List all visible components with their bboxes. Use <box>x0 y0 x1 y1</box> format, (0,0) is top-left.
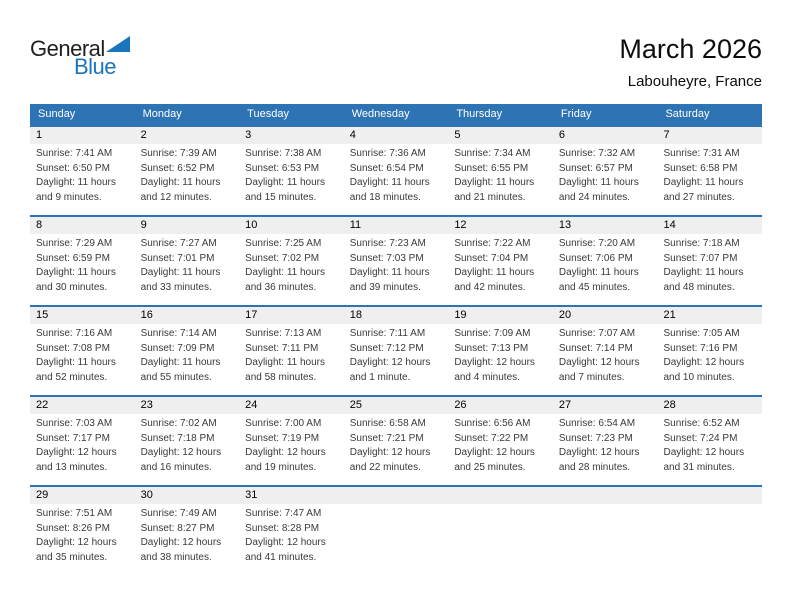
daylight-text-line1: Daylight: 12 hours <box>454 357 535 368</box>
daylight-text-line2: and 35 minutes. <box>36 551 108 563</box>
week-row-4 <box>30 395 762 485</box>
empty-day-cell <box>657 487 762 575</box>
day-details <box>448 324 553 385</box>
day-details <box>657 504 762 507</box>
weekday-header-row <box>30 104 762 125</box>
day-cell-3 <box>239 127 344 215</box>
sunset-text: Sunset: 7:21 PM <box>349 432 424 444</box>
day-details <box>239 144 344 205</box>
daylight-text-line2: and 41 minutes. <box>245 551 317 563</box>
day-cell-19 <box>448 307 553 395</box>
daylight-text-line2: and 48 minutes. <box>663 281 735 293</box>
day-cell-23 <box>135 397 240 485</box>
day-cell-26 <box>448 397 553 485</box>
day-cell-30 <box>135 487 240 575</box>
sunset-text: Sunset: 7:02 PM <box>245 252 320 264</box>
day-number: 3 <box>239 127 344 144</box>
sunrise-text: Sunrise: 7:47 AM <box>245 508 322 519</box>
day-cell-31 <box>239 487 344 575</box>
daylight-text-line1: Daylight: 11 hours <box>140 357 221 368</box>
daylight-text-line1: Daylight: 12 hours <box>245 537 326 548</box>
sunset-text: Sunset: 7:22 PM <box>454 432 529 444</box>
daylight-text-line1: Daylight: 11 hours <box>245 357 326 368</box>
weekday-header-thursday: Thursday <box>456 108 503 120</box>
daylight-text-line1: Daylight: 12 hours <box>140 537 222 548</box>
sunrise-text: Sunrise: 6:54 AM <box>558 418 636 429</box>
daylight-text-line2: and 7 minutes. <box>558 371 625 383</box>
day-number: 26 <box>448 397 553 414</box>
sunset-text: Sunset: 7:12 PM <box>349 342 424 354</box>
day-details <box>553 234 658 295</box>
daylight-text-line2: and 30 minutes. <box>36 281 108 293</box>
sunrise-text: Sunrise: 7:49 AM <box>140 508 217 519</box>
daylight-text-line1: Daylight: 11 hours <box>140 267 221 278</box>
day-cell-11 <box>344 217 449 305</box>
daylight-text-line1: Daylight: 12 hours <box>558 357 640 368</box>
sunrise-text: Sunrise: 7:18 AM <box>663 238 740 249</box>
sunset-text: Sunset: 7:23 PM <box>558 432 633 444</box>
sunset-text: Sunset: 6:52 PM <box>140 162 215 174</box>
day-number: 25 <box>344 397 449 414</box>
sunset-text: Sunset: 7:08 PM <box>36 342 110 354</box>
day-cell-20 <box>553 307 658 395</box>
day-number <box>553 487 658 504</box>
sunrise-text: Sunrise: 7:25 AM <box>245 238 322 249</box>
sunrise-text: Sunrise: 7:03 AM <box>36 418 113 429</box>
day-details <box>135 324 240 385</box>
daylight-text-line1: Daylight: 11 hours <box>349 267 430 278</box>
daylight-text-line1: Daylight: 11 hours <box>558 177 639 188</box>
sunrise-text: Sunrise: 7:20 AM <box>558 238 636 249</box>
sunset-text: Sunset: 7:18 PM <box>140 432 215 444</box>
day-number: 5 <box>448 127 553 144</box>
daylight-text-line1: Daylight: 11 hours <box>454 177 535 188</box>
daylight-text-line2: and 27 minutes. <box>663 191 735 203</box>
sunrise-text: Sunrise: 7:02 AM <box>140 418 217 429</box>
daylight-text-line2: and 52 minutes. <box>36 371 108 383</box>
day-details <box>553 414 658 475</box>
daylight-text-line2: and 58 minutes. <box>245 371 317 383</box>
day-number: 15 <box>30 307 135 324</box>
daylight-text-line1: Daylight: 12 hours <box>140 447 222 458</box>
sunrise-text: Sunrise: 7:09 AM <box>454 328 531 339</box>
day-cell-28 <box>657 397 762 485</box>
day-details <box>30 234 135 295</box>
sunset-text: Sunset: 8:27 PM <box>140 522 215 534</box>
day-cell-8 <box>30 217 135 305</box>
sunset-text: Sunset: 7:24 PM <box>663 432 738 444</box>
daylight-text-line2: and 12 minutes. <box>140 191 212 203</box>
day-cell-29 <box>30 487 135 575</box>
daylight-text-line1: Daylight: 11 hours <box>663 177 744 188</box>
daylight-text-line1: Daylight: 12 hours <box>245 447 326 458</box>
empty-day-cell <box>344 487 449 575</box>
day-details <box>344 414 449 475</box>
sunrise-text: Sunrise: 6:56 AM <box>454 418 531 429</box>
daylight-text-line1: Daylight: 11 hours <box>36 267 116 278</box>
day-number: 9 <box>135 217 240 234</box>
sunrise-text: Sunrise: 6:58 AM <box>349 418 426 429</box>
day-number: 31 <box>239 487 344 504</box>
daylight-text-line2: and 55 minutes. <box>140 371 212 383</box>
daylight-text-line2: and 4 minutes. <box>454 371 520 383</box>
week-row-3 <box>30 305 762 395</box>
sunset-text: Sunset: 6:57 PM <box>558 162 633 174</box>
daylight-text-line2: and 25 minutes. <box>454 461 526 473</box>
day-cell-25 <box>344 397 449 485</box>
sunrise-text: Sunrise: 7:31 AM <box>663 148 740 159</box>
daylight-text-line2: and 18 minutes. <box>349 191 421 203</box>
day-cell-5 <box>448 127 553 215</box>
day-details <box>30 324 135 385</box>
location-subtitle: Labouheyre, France <box>627 73 762 90</box>
day-number: 23 <box>135 397 240 414</box>
sunset-text: Sunset: 7:06 PM <box>558 252 633 264</box>
sunset-text: Sunset: 6:55 PM <box>454 162 529 174</box>
sunset-text: Sunset: 7:03 PM <box>349 252 424 264</box>
daylight-text-line2: and 13 minutes. <box>36 461 108 473</box>
logo-text-general: General <box>30 36 105 61</box>
day-details <box>135 234 240 295</box>
sunrise-text: Sunrise: 7:13 AM <box>245 328 322 339</box>
day-details <box>553 324 658 385</box>
day-cell-6 <box>553 127 658 215</box>
day-cell-2 <box>135 127 240 215</box>
sunrise-text: Sunrise: 7:00 AM <box>245 418 322 429</box>
week-row-2 <box>30 215 762 305</box>
sunrise-text: Sunrise: 7:16 AM <box>36 328 113 339</box>
day-cell-18 <box>344 307 449 395</box>
day-details <box>448 234 553 295</box>
daylight-text-line1: Daylight: 12 hours <box>36 537 117 548</box>
daylight-text-line1: Daylight: 12 hours <box>36 447 117 458</box>
daylight-text-line1: Daylight: 12 hours <box>454 447 535 458</box>
day-number: 29 <box>30 487 135 504</box>
day-cell-12 <box>448 217 553 305</box>
day-number: 24 <box>239 397 344 414</box>
day-details <box>448 144 553 205</box>
week-row-1 <box>30 125 762 215</box>
day-details <box>344 324 449 385</box>
sunrise-text: Sunrise: 6:52 AM <box>663 418 740 429</box>
day-number: 28 <box>657 397 762 414</box>
sunrise-text: Sunrise: 7:34 AM <box>454 148 531 159</box>
day-cell-22 <box>30 397 135 485</box>
daylight-text-line2: and 10 minutes. <box>663 371 735 383</box>
daylight-text-line1: Daylight: 12 hours <box>558 447 640 458</box>
day-details <box>239 324 344 385</box>
day-details <box>553 504 658 507</box>
daylight-text-line2: and 45 minutes. <box>558 281 631 293</box>
day-details <box>239 414 344 475</box>
general-blue-logo <box>30 36 130 77</box>
day-number: 19 <box>448 307 553 324</box>
sunrise-text: Sunrise: 7:05 AM <box>663 328 740 339</box>
day-cell-15 <box>30 307 135 395</box>
sunrise-text: Sunrise: 7:36 AM <box>349 148 426 159</box>
daylight-text-line1: Daylight: 11 hours <box>558 267 639 278</box>
sunset-text: Sunset: 7:14 PM <box>558 342 633 354</box>
daylight-text-line1: Daylight: 11 hours <box>140 177 221 188</box>
sunset-text: Sunset: 8:28 PM <box>245 522 320 534</box>
sunset-text: Sunset: 7:16 PM <box>663 342 738 354</box>
weekday-header-saturday: Saturday <box>665 108 710 120</box>
day-details <box>657 234 762 295</box>
day-number: 30 <box>135 487 240 504</box>
sunrise-text: Sunrise: 7:11 AM <box>349 328 426 339</box>
sunrise-text: Sunrise: 7:41 AM <box>36 148 113 159</box>
daylight-text-line2: and 31 minutes. <box>663 461 735 473</box>
day-cell-9 <box>135 217 240 305</box>
day-number: 27 <box>553 397 658 414</box>
day-number: 16 <box>135 307 240 324</box>
sunrise-text: Sunrise: 7:32 AM <box>558 148 636 159</box>
sunset-text: Sunset: 8:26 PM <box>36 522 110 534</box>
daylight-text-line1: Daylight: 12 hours <box>663 447 745 458</box>
day-number: 22 <box>30 397 135 414</box>
calendar-grid <box>30 125 762 575</box>
daylight-text-line2: and 36 minutes. <box>245 281 317 293</box>
sunset-text: Sunset: 6:53 PM <box>245 162 320 174</box>
day-cell-16 <box>135 307 240 395</box>
day-details <box>657 414 762 475</box>
daylight-text-line1: Daylight: 11 hours <box>245 267 326 278</box>
daylight-text-line1: Daylight: 12 hours <box>349 357 431 368</box>
daylight-text-line1: Daylight: 11 hours <box>349 177 430 188</box>
sunrise-text: Sunrise: 7:38 AM <box>245 148 322 159</box>
empty-day-cell <box>448 487 553 575</box>
day-cell-21 <box>657 307 762 395</box>
sunrise-text: Sunrise: 7:14 AM <box>140 328 217 339</box>
sunset-text: Sunset: 7:11 PM <box>245 342 319 354</box>
daylight-text-line2: and 16 minutes. <box>140 461 212 473</box>
week-row-5 <box>30 485 762 575</box>
day-number: 2 <box>135 127 240 144</box>
sunrise-text: Sunrise: 7:39 AM <box>140 148 217 159</box>
daylight-text-line2: and 1 minute. <box>349 371 411 383</box>
day-number: 1 <box>30 127 135 144</box>
weekday-header-wednesday: Wednesday <box>351 108 410 120</box>
weekday-header-monday: Monday <box>142 108 182 120</box>
day-details <box>239 504 344 565</box>
weekday-header-sunday: Sunday <box>38 108 76 120</box>
sunrise-text: Sunrise: 7:29 AM <box>36 238 113 249</box>
logo-text-blue: Blue <box>74 54 117 79</box>
day-details <box>30 144 135 205</box>
sunset-text: Sunset: 7:07 PM <box>663 252 738 264</box>
day-details <box>448 414 553 475</box>
day-number: 7 <box>657 127 762 144</box>
sunset-text: Sunset: 7:17 PM <box>36 432 110 444</box>
sunset-text: Sunset: 6:50 PM <box>36 162 110 174</box>
day-cell-4 <box>344 127 449 215</box>
day-number: 17 <box>239 307 344 324</box>
page-title: March 2026 <box>619 34 762 64</box>
day-number <box>448 487 553 504</box>
daylight-text-line2: and 19 minutes. <box>245 461 317 473</box>
sunrise-text: Sunrise: 7:22 AM <box>454 238 531 249</box>
sunrise-text: Sunrise: 7:27 AM <box>140 238 217 249</box>
day-cell-13 <box>553 217 658 305</box>
day-details <box>657 144 762 205</box>
daylight-text-line2: and 33 minutes. <box>140 281 212 293</box>
sunset-text: Sunset: 6:59 PM <box>36 252 110 264</box>
weekday-header-tuesday: Tuesday <box>247 108 289 120</box>
day-number: 8 <box>30 217 135 234</box>
weekday-header-friday: Friday <box>560 108 592 120</box>
day-cell-14 <box>657 217 762 305</box>
daylight-text-line2: and 39 minutes. <box>349 281 421 293</box>
daylight-text-line1: Daylight: 11 hours <box>36 357 116 368</box>
day-number: 18 <box>344 307 449 324</box>
day-cell-10 <box>239 217 344 305</box>
day-details <box>135 504 240 565</box>
daylight-text-line1: Daylight: 11 hours <box>245 177 326 188</box>
daylight-text-line2: and 42 minutes. <box>454 281 526 293</box>
sunset-text: Sunset: 7:19 PM <box>245 432 320 444</box>
sunrise-text: Sunrise: 7:51 AM <box>36 508 113 519</box>
daylight-text-line2: and 22 minutes. <box>349 461 421 473</box>
sunset-text: Sunset: 7:13 PM <box>454 342 529 354</box>
daylight-text-line2: and 38 minutes. <box>140 551 212 563</box>
daylight-text-line2: and 28 minutes. <box>558 461 631 473</box>
day-details <box>344 144 449 205</box>
empty-day-cell <box>553 487 658 575</box>
day-details <box>344 504 449 507</box>
daylight-text-line1: Daylight: 11 hours <box>663 267 744 278</box>
day-cell-27 <box>553 397 658 485</box>
daylight-text-line1: Daylight: 12 hours <box>663 357 745 368</box>
day-number: 11 <box>344 217 449 234</box>
day-number <box>657 487 762 504</box>
day-number: 4 <box>344 127 449 144</box>
daylight-text-line1: Daylight: 11 hours <box>454 267 535 278</box>
day-cell-7 <box>657 127 762 215</box>
daylight-text-line2: and 15 minutes. <box>245 191 317 203</box>
day-cell-1 <box>30 127 135 215</box>
sunset-text: Sunset: 7:09 PM <box>140 342 215 354</box>
sunset-text: Sunset: 6:54 PM <box>349 162 424 174</box>
day-details <box>344 234 449 295</box>
day-number: 21 <box>657 307 762 324</box>
day-details <box>135 144 240 205</box>
day-details <box>30 414 135 475</box>
day-number: 20 <box>553 307 658 324</box>
day-details <box>553 144 658 205</box>
daylight-text-line2: and 21 minutes. <box>454 191 526 203</box>
sunrise-text: Sunrise: 7:07 AM <box>558 328 636 339</box>
sunrise-text: Sunrise: 7:23 AM <box>349 238 426 249</box>
day-details <box>135 414 240 475</box>
day-cell-24 <box>239 397 344 485</box>
day-number <box>344 487 449 504</box>
daylight-text-line2: and 24 minutes. <box>558 191 631 203</box>
day-number: 6 <box>553 127 658 144</box>
day-number: 14 <box>657 217 762 234</box>
calendar-table <box>30 104 762 575</box>
daylight-text-line1: Daylight: 11 hours <box>36 177 116 188</box>
day-details <box>30 504 135 565</box>
sunset-text: Sunset: 6:58 PM <box>663 162 738 174</box>
day-cell-17 <box>239 307 344 395</box>
sunset-text: Sunset: 7:04 PM <box>454 252 529 264</box>
day-number: 10 <box>239 217 344 234</box>
day-details <box>239 234 344 295</box>
sunset-text: Sunset: 7:01 PM <box>140 252 215 264</box>
daylight-text-line1: Daylight: 12 hours <box>349 447 431 458</box>
day-details <box>657 324 762 385</box>
day-number: 13 <box>553 217 658 234</box>
day-details <box>448 504 553 507</box>
daylight-text-line2: and 9 minutes. <box>36 191 102 203</box>
day-number: 12 <box>448 217 553 234</box>
